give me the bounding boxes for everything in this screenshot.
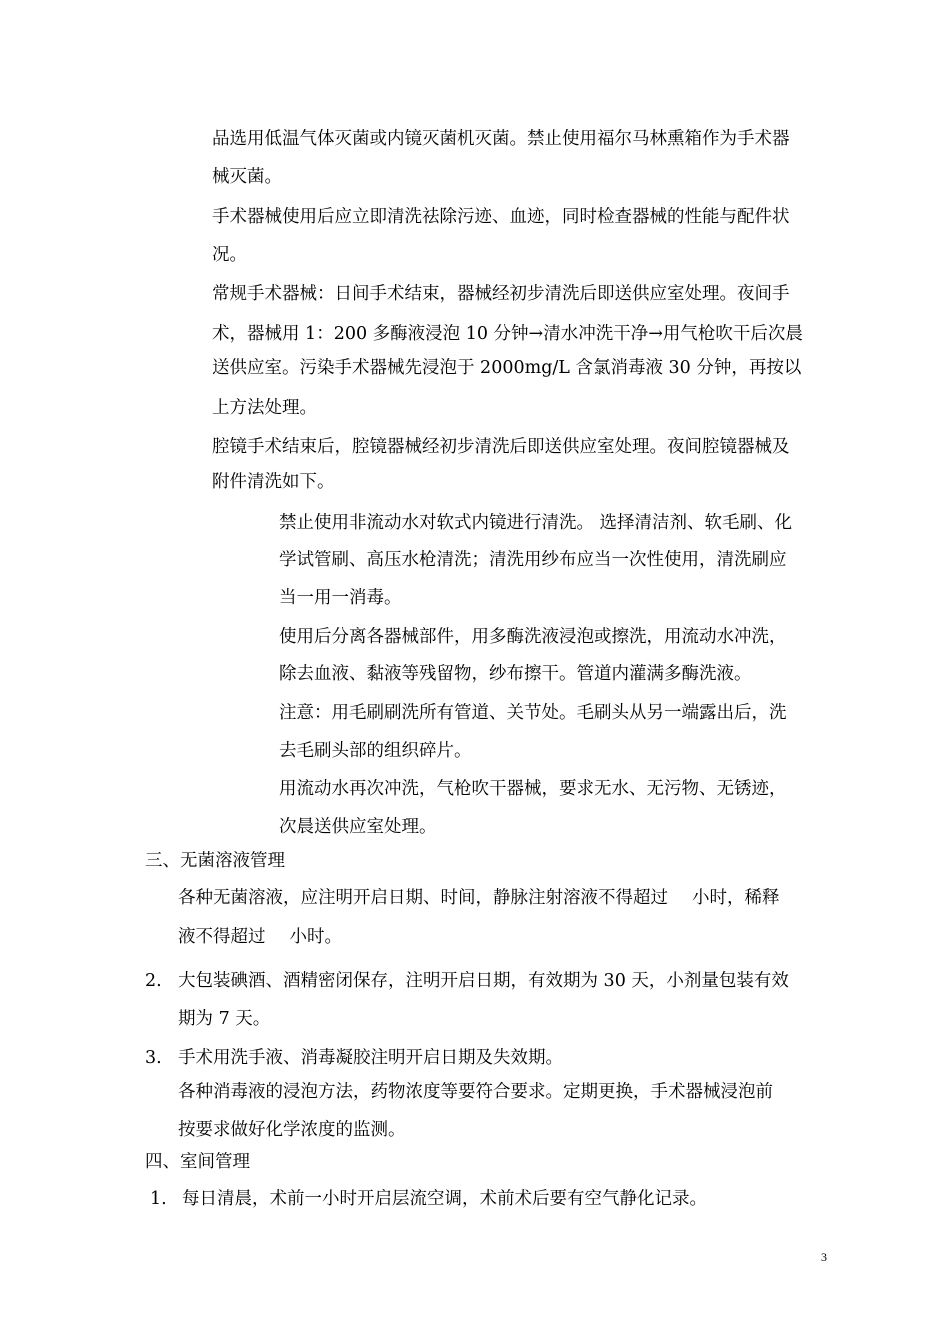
page-number: 3	[821, 1250, 827, 1264]
text-line: 除去血液、黏液等残留物，纱布擦干。管道内灌满多酶洗液。	[279, 664, 752, 684]
text-line: 附件清洗如下。	[212, 472, 335, 492]
text-line: 用流动水再次冲洗，气枪吹干器械，要求无水、无污物、无锈迹，	[279, 779, 787, 799]
text-line	[178, 887, 780, 909]
text-line: 当一用一消毒。	[279, 588, 402, 608]
text-line: 品选用低温气体灭菌或内镜灭菌机灭菌。禁止使用福尔马林熏箱作为手术器	[212, 129, 790, 149]
text-line: 学试管刷、高压水枪清洗；清洗用纱布应当一次性使用，清洗刷应	[279, 550, 787, 570]
text-line: 大包装碘酒、酒精密闭保存，注明开启日期，有效期为 30 天，小剂量包装有效	[178, 971, 789, 991]
section-heading: 四、室间管理	[145, 1152, 250, 1172]
text-line: 上方法处理。	[212, 398, 317, 418]
text-line: 械灭菌。	[212, 167, 282, 187]
text-segment: 小时，稀释	[692, 888, 780, 908]
text-line: 次晨送供应室处理。	[279, 817, 437, 837]
text-line: 每日清晨，术前一小时开启层流空调，术前术后要有空气静化记录。	[182, 1189, 707, 1209]
text-line: 送供应室。污染手术器械先浸泡于 2000mg/L 含氯消毒液 30 分钟，再按以	[212, 358, 802, 378]
text-line: 手术器械使用后应立即清洗祛除污迹、血迹，同时检查器械的性能与配件状	[212, 207, 790, 227]
list-number: 1.	[150, 1189, 167, 1209]
text-line: 按要求做好化学浓度的监测。	[178, 1120, 406, 1140]
text-line: 况。	[212, 245, 247, 265]
text-line	[178, 926, 342, 948]
text-line: 禁止使用非流动水对软式内镜进行清洗。 选择清洁剂、软毛刷、化	[279, 513, 793, 533]
text-line: 腔镜手术结束后，腔镜器械经初步清洗后即送供应室处理。夜间腔镜器械及	[212, 437, 790, 457]
text-segment: 液不得超过	[178, 927, 266, 947]
text-line: 各种消毒液的浸泡方法，药物浓度等要符合要求。定期更换，手术器械浸泡前	[178, 1082, 773, 1102]
text-line: 去毛刷头部的组织碎片。	[279, 741, 472, 761]
text-line: 使用后分离各器械部件，用多酶洗液浸泡或擦洗，用流动水冲洗，	[279, 627, 787, 647]
list-number: 2.	[145, 971, 162, 991]
text-line: 期为 7 天。	[178, 1009, 271, 1029]
text-line: 手术用洗手液、消毒凝胶注明开启日期及失效期。	[178, 1048, 563, 1068]
text-segment: 各种无菌溶液，应注明开启日期、时间，静脉注射溶液不得超过	[178, 888, 668, 908]
text-line: 注意：用毛刷刷洗所有管道、关节处。毛刷头从另一端露出后，洗	[279, 703, 787, 723]
list-number: 3.	[145, 1048, 162, 1068]
section-heading: 三、无菌溶液管理	[145, 851, 285, 871]
text-line: 常规手术器械：日间手术结束，器械经初步清洗后即送供应室处理。夜间手	[212, 284, 790, 304]
text-segment: 小时。	[289, 927, 342, 947]
text-line: 术，器械用 1：200 多酶液浸泡 10 分钟→清水冲洗干净→用气枪吹干后次晨	[212, 324, 803, 344]
